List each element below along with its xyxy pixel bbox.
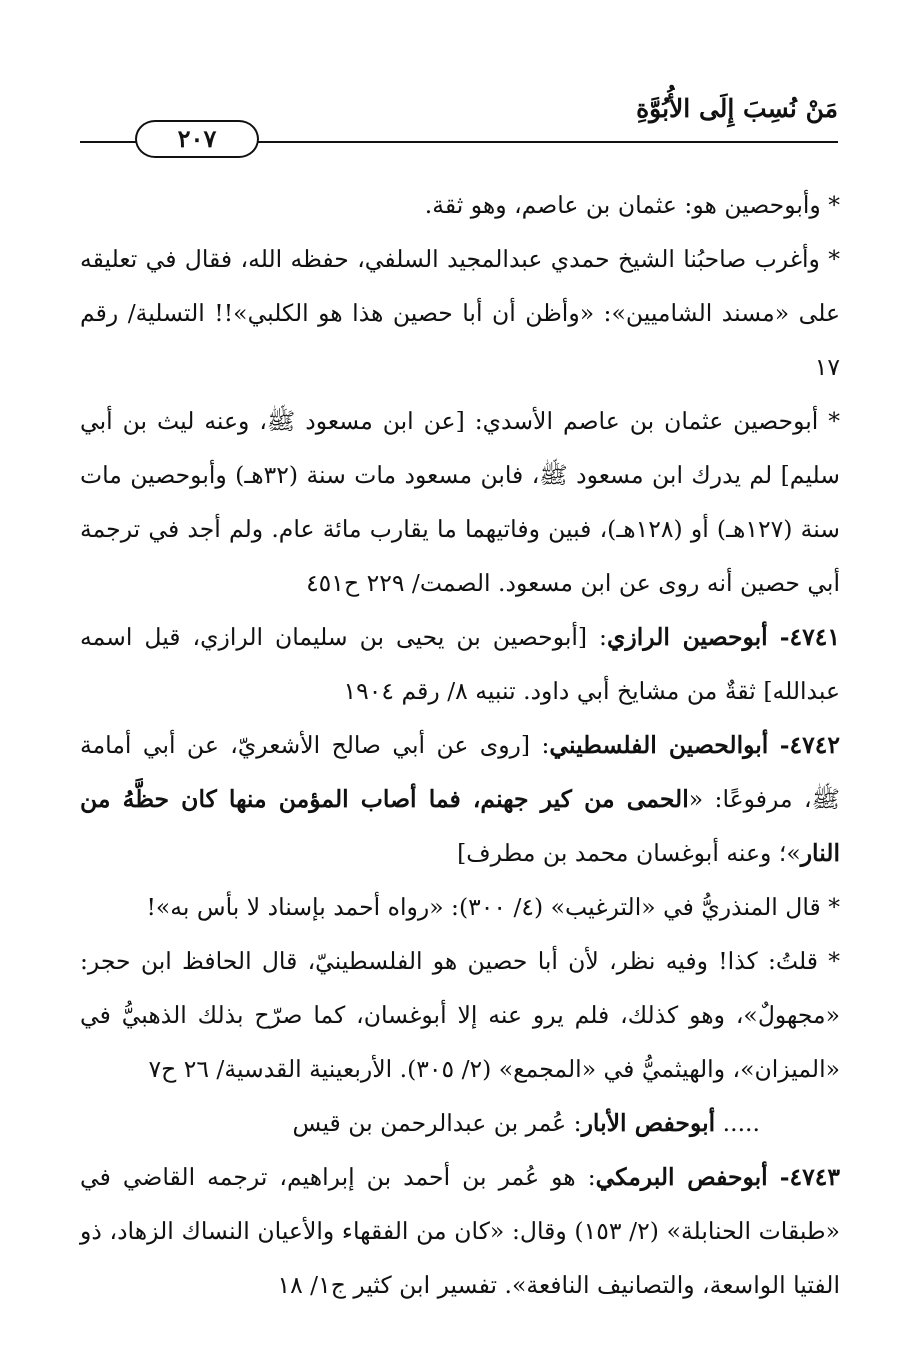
entry-text-cont: »؛ وعنه أبوغسان محمد بن مطرف] — [457, 839, 801, 867]
leader-dots: ..... — [722, 1109, 760, 1137]
entry-text: : [روى عن أبي صالح الأشعريّ، عن أبي أمامة ﷺ، مرفوعًا: « — [80, 731, 840, 813]
hadith-text: الحمى من كير جهنم، فما أصاب المؤمن منها كان حظَّهُ من النار — [80, 785, 840, 867]
entry-text: : هو عُمر بن أحمد بن إبراهيم، ترجمه القاضي في «طبقات الحنابلة» (٢/ ١٥٣) وقال: «كان من الفقهاء والأعيان النساك الزهاد، ذو الفتيا الواسعة، والتصانيف النافعة». تفسير ابن كثير ج١/ ١٨ — [80, 1163, 841, 1299]
entry-name: أبوالحصين الفلسطيني — [549, 731, 769, 759]
page-number: ٢٠٧ — [135, 120, 259, 158]
paragraph-abu-husain-asadi: * أبوحصين عثمان بن عاصم الأسدي: [عن ابن مسعود ﷺ، وعنه ليث بن أبي سليم] لم يدرك ابن مسعود ﷺ، فابن مسعود مات سنة (٣٢هـ) وأبوحصين مات سنة (١٢٧هـ) أو (١٢٨هـ)، فبين وفاتيهما ما يقارب مائة عام. ولم أجد في ترجمة أبي حصين أنه روى عن ابن مسعود. الصمت/ ٢٢٩ ح٤٥١ — [80, 407, 841, 597]
entry-4742 — [80, 718, 840, 880]
paragraph-mundhiri: * قال المنذريُّ في «الترغيب» (٤/ ٣٠٠): «رواه أحمد بإسناد لا بأس به»! — [146, 893, 840, 921]
entry-name: أبوحفص البرمكي — [595, 1163, 768, 1191]
entry-4741 — [80, 610, 840, 718]
entry-text: : [أبوحصين بن يحيى بن سليمان الرازي، قيل اسمه عبدالله] ثقةٌ من مشايخ أبي داود. تنبيه ٨/ رقم ١٩٠٤ — [80, 623, 840, 705]
running-title: مَنْ نُسِبَ إِلَى الأُبُوَّةِ — [636, 94, 838, 123]
paragraph-salafi-comment: * وأغرب صاحبُنا الشيخ حمدي عبدالمجيد السلفي، حفظه الله، فقال في تعليقه على «مسند الشاميين»: «وأظن أن أبا حصين هذا هو الكلبي»!! التسلية/ رقم ١٧ — [80, 245, 840, 381]
entry-number: ٤٧٤٢- — [779, 731, 840, 759]
paragraph-abu-husain-identity: * وأبوحصين هو: عثمان بن عاصم، وهو ثقة. — [424, 191, 840, 219]
entry-4743 — [80, 1150, 840, 1312]
entry-text: : عُمر بن عبدالرحمن بن قيس — [292, 1109, 582, 1137]
paragraph-qultu: * قلتُ: كذا! وفيه نظر، لأن أبا حصين هو الفلسطينيّ، قال الحافظ ابن حجر: «مجهولٌ»، وهو كذلك، فلم يرو عنه إلا أبوغسان، كما صرّح بذلك الذهبيُّ في «الميزان»، والهيثميُّ في «المجمع» (٢/ ٣٠٥). الأربعينية القدسية/ ٢٦ ح٧ — [80, 947, 840, 1083]
entry-name: أبوحصين الرازي — [606, 623, 768, 651]
page-body — [80, 178, 840, 1312]
cross-reference-abu-hafs-abbar — [80, 1096, 840, 1150]
entry-number: ٤٧٤٣- — [779, 1163, 840, 1191]
entry-name: أبوحفص الأبار — [581, 1109, 716, 1137]
entry-number: ٤٧٤١- — [779, 623, 840, 651]
page-header — [80, 92, 838, 152]
